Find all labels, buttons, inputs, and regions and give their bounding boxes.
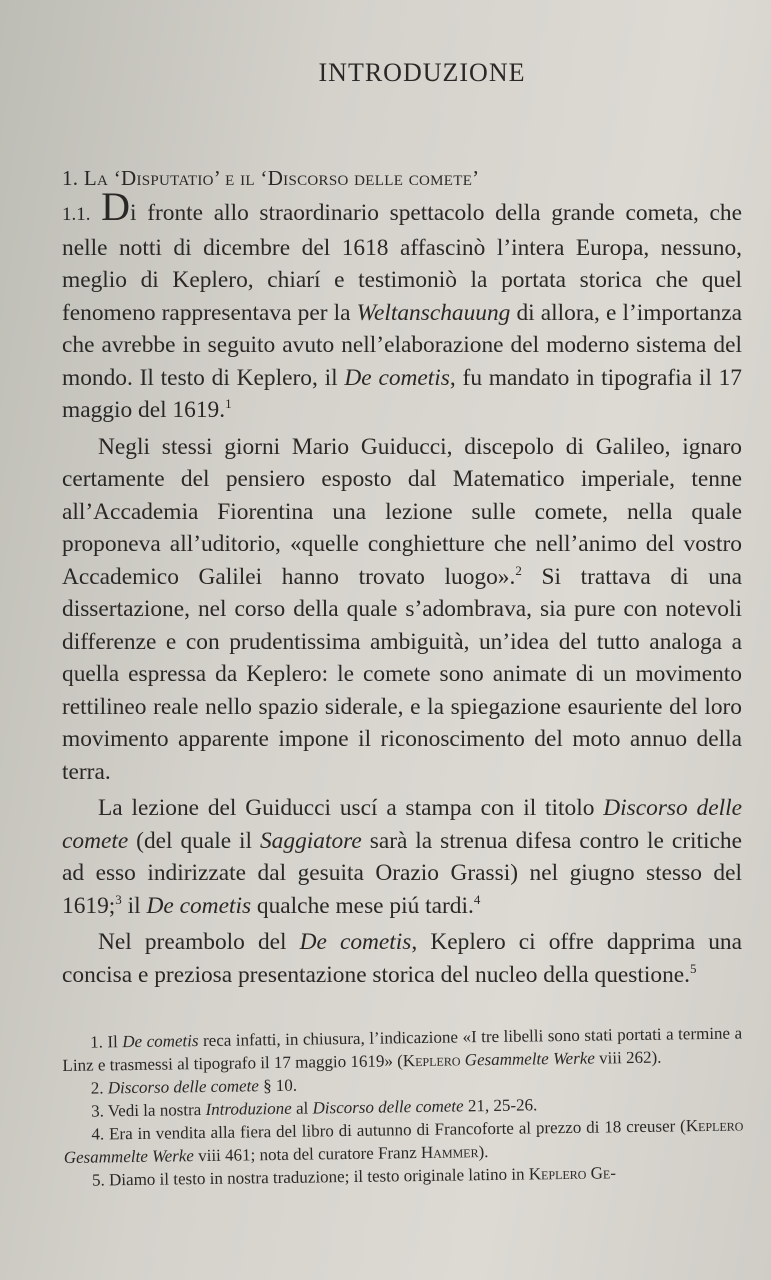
paragraph-3 bbox=[62, 792, 742, 922]
author-name: Keplero Ge- bbox=[528, 1163, 617, 1184]
italic-title: Introduzione bbox=[205, 1098, 292, 1120]
italic-title: Gesammelte Werke bbox=[63, 1146, 195, 1167]
italic-title: Discorso delle comete bbox=[107, 1076, 259, 1098]
paragraph-number: 1.1. bbox=[62, 204, 91, 225]
footnote-text: 3. Vedi la nostra bbox=[90, 1100, 206, 1121]
paragraph-text: La lezione del Guiducci uscí a stampa con il titolo bbox=[98, 795, 604, 821]
paragraph-text: , fu mandato in tipografia il 17 maggio del 1619. bbox=[62, 364, 743, 423]
italic-title: De cometis bbox=[299, 929, 412, 955]
footnote-ref: 1 bbox=[225, 396, 232, 412]
footnote-ref: 2 bbox=[515, 562, 522, 578]
italic-title: Discorso delle comete bbox=[62, 795, 743, 854]
paragraph-1 bbox=[62, 184, 743, 427]
italic-title: De cometis bbox=[122, 1031, 199, 1052]
author-name: Hammer bbox=[420, 1142, 479, 1162]
footnote-ref: 3 bbox=[115, 891, 122, 907]
drop-capital: D bbox=[101, 184, 131, 229]
paragraph-text: qualche mese piú tardi. bbox=[251, 892, 474, 919]
footnote-text: 2. bbox=[90, 1078, 108, 1098]
italic-title: De cometis bbox=[146, 892, 252, 919]
footnotes bbox=[62, 1022, 744, 1192]
paragraph-text: sarà la strenua difesa contro le critiche ad esso indirizzate dal gesuita Orazio Grassi) nel giugno stesso del 1619; bbox=[62, 827, 742, 919]
author-name: Keplero bbox=[685, 1115, 744, 1136]
footnote-text: 5. Diamo il testo in nostra traduzione; il testo originale latino in bbox=[91, 1164, 529, 1190]
paragraph-text: , Keplero ci offre dapprima una concisa e preziosa presentazione storica del nucleo della questione. bbox=[62, 929, 742, 988]
footnote-text: al bbox=[291, 1098, 313, 1118]
footnote-ref: 5 bbox=[690, 960, 697, 976]
book-page bbox=[62, 40, 742, 1192]
italic-title: Saggiatore bbox=[259, 827, 362, 854]
footnote-text: ). bbox=[478, 1142, 489, 1162]
italic-term: Weltanschauung bbox=[356, 299, 511, 326]
paragraph-2 bbox=[62, 431, 742, 789]
footnote-ref: 4 bbox=[473, 891, 481, 907]
footnote-text: reca infatti, in chiusura, l’indicazione «I tre libelli sono stati portati a termine a Linz e trasmessi al tipografo il 17 maggio 1619» ( bbox=[62, 1023, 743, 1075]
footnote-text: 1. Il bbox=[90, 1032, 123, 1052]
footnote-1 bbox=[62, 1022, 743, 1077]
italic-title: Gesammelte Werke bbox=[460, 1048, 595, 1070]
italic-title: Discorso delle comete bbox=[312, 1096, 464, 1118]
paragraph-4 bbox=[62, 926, 742, 991]
section-heading: 1. La ‘Disputatio’ e il ‘Discorso delle comete’ bbox=[62, 166, 480, 190]
paragraph-text: il bbox=[121, 892, 147, 919]
paragraph-text: di allora, e l’importanza che avrebbe in seguito avuto nell’elaborazione del moderno sistema del mondo. Il testo di Keplero, il bbox=[62, 299, 742, 391]
footnote-text: § 10. bbox=[258, 1075, 298, 1096]
paragraph-text: (del quale il bbox=[128, 827, 260, 854]
italic-title: De cometis bbox=[344, 364, 450, 391]
paragraph-text: i fronte allo straordinario spettacolo della grande cometa, che nelle notti di dicembre del 1618 affascinò l’intera Europa, nessuno, meglio di Keplero, chiarí e testimoniò la portata storica che quel fenomeno rappresentava per la bbox=[62, 200, 742, 326]
footnote-text: 21, 25-26. bbox=[463, 1095, 538, 1116]
chapter-title: INTRODUZIONE bbox=[318, 58, 526, 87]
paragraph-text: Negli stessi giorni Mario Guiducci, discepolo di Galileo, ignaro certamente del pensiero esposto dal Matematico imperiale, tenne all’Accademia Fiorentina una lezione sulle comete, nella quale proponeva all’uditorio, «quelle conghietture che nell’animo del vostro Accademico Galilei hanno trovato luogo». bbox=[62, 433, 742, 590]
paragraph-text: Nel preambolo del bbox=[98, 929, 300, 955]
footnote-text: 4. Era in vendita alla fiera del libro di autunno di Francoforte al prezzo di 18 creuser ( bbox=[91, 1116, 686, 1144]
footnote-text: viii 461; nota del curatore Franz bbox=[193, 1143, 422, 1166]
paragraph-text: Si trattava di una dissertazione, nel corso della quale s’adombrava, sia pure con notevoli differenze e con prudentissima ambiguità, un’idea del tutto analoga a quella espressa da Keplero: le comete sono animate di un movimento rettilineo reale nello spazio siderale, e la spiegazione esauriente del loro movimento apparente impone il riconoscimento del moto annuo della terra. bbox=[62, 563, 742, 785]
author-name: Keplero bbox=[402, 1050, 461, 1071]
footnote-text: viii 262). bbox=[594, 1047, 662, 1068]
